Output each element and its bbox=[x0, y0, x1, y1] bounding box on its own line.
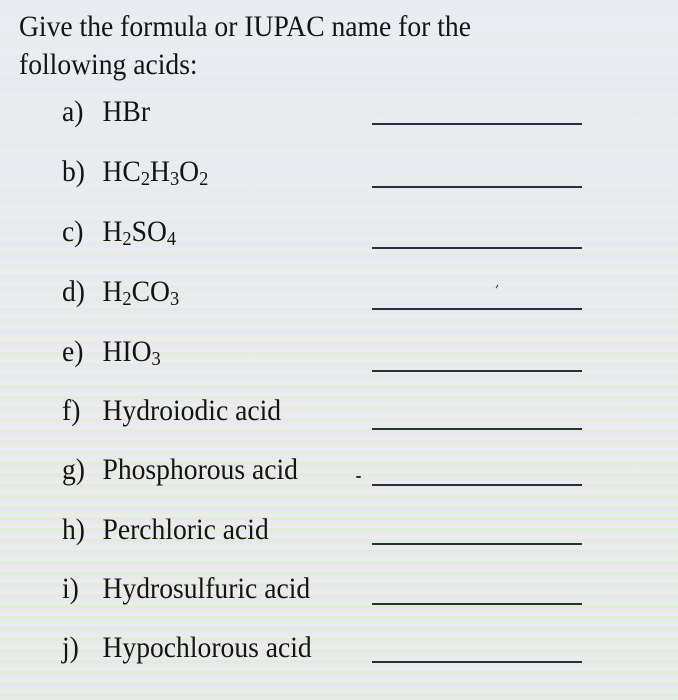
answer-blank[interactable] bbox=[372, 247, 582, 249]
prompt-text: HBr bbox=[102, 95, 151, 128]
question-item bbox=[62, 332, 382, 372]
question-text bbox=[62, 92, 150, 132]
question-text bbox=[62, 391, 281, 431]
title-line-1: Give the formula or IUPAC name for the bbox=[19, 10, 471, 43]
prompt-text: Hydrosulfuric acid bbox=[102, 572, 311, 605]
question-item bbox=[62, 628, 382, 668]
question-letter: g) bbox=[62, 453, 85, 486]
question-item bbox=[62, 450, 382, 490]
question-text bbox=[62, 332, 161, 372]
question-letter: j) bbox=[62, 631, 79, 664]
stray-mark bbox=[496, 285, 499, 289]
question-letter: e) bbox=[62, 335, 84, 368]
question-letter: h) bbox=[62, 513, 85, 546]
stray-mark bbox=[356, 476, 361, 478]
question-letter: b) bbox=[62, 155, 85, 188]
question-text bbox=[62, 510, 269, 550]
question-letter: i) bbox=[62, 572, 79, 605]
answer-blank[interactable] bbox=[372, 661, 582, 663]
question-letter: c) bbox=[62, 215, 84, 248]
prompt-text: Perchloric acid bbox=[102, 513, 269, 546]
answer-blank[interactable] bbox=[372, 428, 582, 430]
question-prompt bbox=[102, 95, 150, 128]
prompt-subscript: 4 bbox=[166, 228, 177, 250]
prompt-text: H bbox=[150, 155, 170, 188]
answer-blank[interactable] bbox=[372, 543, 582, 545]
question-prompt bbox=[102, 335, 160, 368]
question-prompt bbox=[102, 155, 208, 188]
answer-blank[interactable] bbox=[372, 603, 582, 605]
prompt-text: HIO bbox=[102, 335, 152, 368]
prompt-subscript: 2 bbox=[122, 288, 132, 310]
question-item bbox=[62, 569, 382, 609]
question-text bbox=[62, 569, 310, 609]
prompt-subscript: 3 bbox=[151, 348, 161, 370]
prompt-text: Hypochlorous acid bbox=[102, 631, 312, 664]
question-prompt bbox=[102, 215, 176, 248]
prompt-subscript: 3 bbox=[169, 288, 180, 310]
prompt-subscript: 2 bbox=[140, 168, 151, 190]
prompt-subscript: 3 bbox=[169, 168, 180, 190]
answer-blank[interactable] bbox=[372, 484, 582, 486]
question-item bbox=[62, 510, 382, 550]
question-prompt bbox=[102, 513, 268, 546]
question-prompt bbox=[102, 453, 298, 486]
question-prompt bbox=[102, 572, 310, 605]
answer-blank[interactable] bbox=[372, 186, 582, 188]
question-text bbox=[62, 212, 176, 252]
question-prompt bbox=[102, 275, 179, 308]
prompt-text: H bbox=[102, 275, 123, 308]
prompt-subscript: 2 bbox=[199, 168, 209, 190]
question-text bbox=[62, 152, 208, 192]
title-line-2: following acids: bbox=[19, 48, 198, 81]
question-letter: d) bbox=[62, 275, 85, 308]
question-item bbox=[62, 92, 382, 132]
worksheet-title bbox=[19, 8, 471, 84]
prompt-text: Phosphorous acid bbox=[102, 453, 298, 486]
prompt-text: HC bbox=[102, 155, 141, 188]
prompt-text: Hydroiodic acid bbox=[102, 394, 282, 427]
question-text bbox=[62, 628, 312, 668]
question-prompt bbox=[102, 394, 281, 427]
question-item bbox=[62, 272, 382, 312]
question-letter: a) bbox=[62, 95, 84, 128]
answer-blank[interactable] bbox=[372, 308, 582, 310]
question-text bbox=[62, 450, 298, 490]
answer-blank[interactable] bbox=[372, 370, 582, 372]
answer-blank[interactable] bbox=[372, 123, 582, 125]
prompt-text: SO bbox=[131, 215, 167, 248]
question-letter: f) bbox=[62, 394, 81, 427]
question-item bbox=[62, 212, 382, 252]
question-prompt bbox=[102, 631, 311, 664]
prompt-text: H bbox=[102, 215, 123, 248]
question-text bbox=[62, 272, 179, 312]
question-item bbox=[62, 152, 382, 192]
prompt-text: O bbox=[179, 155, 200, 188]
prompt-subscript: 2 bbox=[122, 228, 132, 250]
prompt-text: CO bbox=[131, 275, 170, 308]
question-item bbox=[62, 391, 382, 431]
